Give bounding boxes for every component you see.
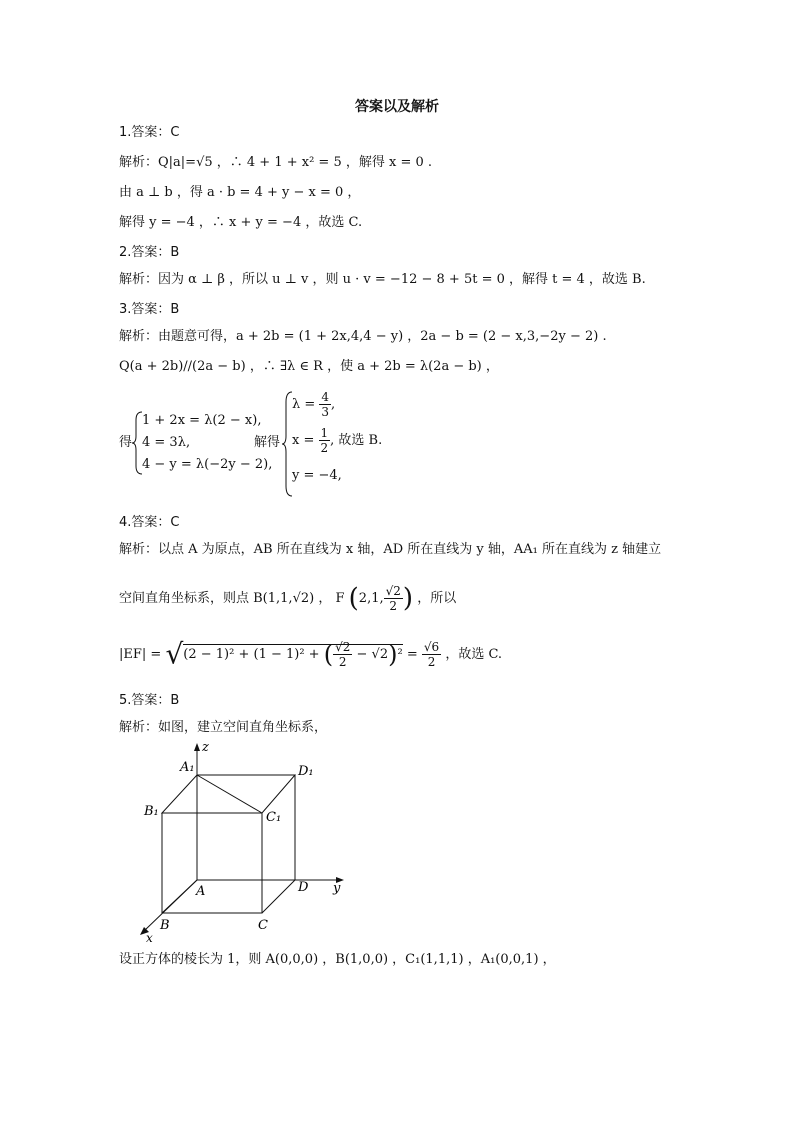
q3-line2: Q(a + 2b)//(2a − b) ，∴ ∃λ ∈ R ，使 a + 2b = λ(2a − b) ，: [119, 359, 499, 374]
q1-answer: 1.答案：C: [119, 125, 180, 140]
q4-rad-frac: [333, 640, 352, 669]
z-arrow: [194, 743, 200, 751]
q3-system-2: [292, 390, 382, 484]
label-c1: C₁: [266, 810, 282, 825]
label-a1: A₁: [180, 760, 195, 775]
q4-line3: |EF| = √(2 − 1)² + (1 − 1)² + ( $\frac{√2}{2}$ − √2)² = $\frac{√6}{2}$ ，故选 C.: [119, 637, 503, 671]
q4-f-num: √2: [385, 584, 401, 598]
q3-x-num: 1: [320, 426, 329, 440]
q3-sys2-lambda: λ = $\frac{4}{3}$ ,: [292, 390, 336, 419]
label-z: z: [202, 740, 209, 755]
q4-point-f: F: [335, 591, 345, 606]
q4-result-den: 2: [427, 655, 436, 669]
q4-rad-num: √2: [335, 640, 351, 654]
q3-answer: 3.答案：B: [119, 302, 180, 317]
label-y: y: [333, 881, 341, 896]
q4-radicand-a: (2 − 1)² + (1 − 1)² +: [183, 647, 320, 662]
edge-ab: [162, 880, 197, 913]
q1-line2: 由 a ⊥ b ，得 a · b = 4 + y − x = 0 ，: [119, 185, 361, 200]
diag-a1c1: [197, 775, 262, 813]
q3-sys1-eq2: 4 = 3λ,: [142, 435, 191, 450]
label-x: x: [146, 931, 153, 945]
page-title: 答案以及解析: [355, 99, 439, 115]
q5-answer: 5.答案：B: [119, 693, 180, 708]
q4-rad-minus: − √2: [356, 647, 389, 662]
q4-line2-a: 空间直角坐标系，则点 B(1,1,√2) ，: [119, 591, 332, 606]
label-a: A: [196, 884, 206, 899]
q3-lambda-frac: [319, 390, 331, 419]
q1-line1: [119, 154, 432, 172]
cube-figure: [130, 735, 350, 947]
label-d1: D₁: [298, 764, 314, 779]
label-c: C: [258, 918, 268, 933]
q1-line1-math: Q|a|=√5 ，∴ 4 + 1 + x² = 5 ，解得 x = 0 .: [158, 155, 433, 170]
q3-sys1-eq1: 1 + 2x = λ(2 − x),: [142, 413, 262, 428]
q2-answer: 2.答案：B: [119, 245, 180, 260]
edge-cd: [262, 880, 295, 913]
q3-lambda-eq: λ =: [292, 397, 316, 412]
q3-sys2-y: y = −4,: [292, 468, 342, 483]
q3-sys2-x: x = $\frac{1}{2}$ , 故选 B.: [292, 426, 383, 455]
q3-system-1: [142, 410, 272, 476]
front-face: [162, 813, 262, 913]
q1-line3: 解得 y = −4 ，∴ x + y = −4 ，故选 C.: [119, 215, 363, 230]
q3-de-label: 得: [119, 435, 133, 450]
q4-line2-tail: ，所以: [417, 591, 457, 606]
top-face: [162, 775, 295, 813]
q3-x-den: 2: [320, 441, 329, 455]
label-b: B: [160, 918, 170, 933]
label-b1: B₁: [144, 804, 159, 819]
q3-lambda-num: 4: [321, 390, 330, 404]
q3-line1: 解析：由题意可得，a + 2b = (1 + 2x,4,4 − y) ，2a − b = (2 − x,3,−2y − 2) .: [119, 329, 607, 344]
q4-f-frac: [384, 584, 403, 613]
q3-jiede-label: 解得: [254, 435, 281, 450]
q4-line2: 空间直角坐标系，则点 B(1,1,√2) ， F (2,1, $\frac{√2}{2}$ ) ，所以: [119, 583, 457, 614]
q1-line1-prefix: 解析：: [119, 155, 159, 170]
label-d: D: [298, 880, 309, 895]
q4-radicand: (2 − 1)² + (1 − 1)² + ( $\frac{√2}{2}$ − √2)²: [183, 640, 403, 669]
q3-lambda-den: 3: [321, 405, 330, 419]
q3-sys1-eq3: 4 − y = λ(−2y − 2),: [142, 457, 273, 472]
q4-answer: 4.答案：C: [119, 515, 180, 530]
q4-result-frac: [422, 640, 441, 669]
q3-tail: 故选 B.: [338, 433, 383, 448]
q4-equals: =: [406, 647, 418, 662]
q4-line1: 解析：以点 A 为原点，AB 所在直线为 x 轴，AD 所在直线为 y 轴，AA₁ 所在直线为 z 轴建立: [119, 542, 662, 557]
q4-rad-den: 2: [338, 655, 347, 669]
q5-line1: 解析：如图，建立空间直角坐标系，: [119, 720, 328, 735]
q3-x-eq: x =: [292, 433, 315, 448]
q4-ef-norm: |EF| =: [119, 647, 162, 662]
q4-f-coords: 2,1,: [358, 591, 384, 606]
q4-f-den: 2: [389, 599, 398, 613]
q4-line3-tail: ，故选 C.: [445, 647, 503, 662]
q4-result-num: √6: [423, 640, 440, 654]
q2-line1: 解析：因为 α ⊥ β ，所以 u ⊥ v ，则 u · v = −12 − 8 + 5t = 0 ，解得 t = 4 ，故选 B.: [119, 272, 646, 287]
q3-x-frac: [319, 426, 331, 455]
q5-line2: 设正方体的棱长为 1，则 A(0,0,0) ，B(1,0,0) ，C₁(1,1,1) ，A₁(0,0,1) ，: [119, 952, 556, 967]
